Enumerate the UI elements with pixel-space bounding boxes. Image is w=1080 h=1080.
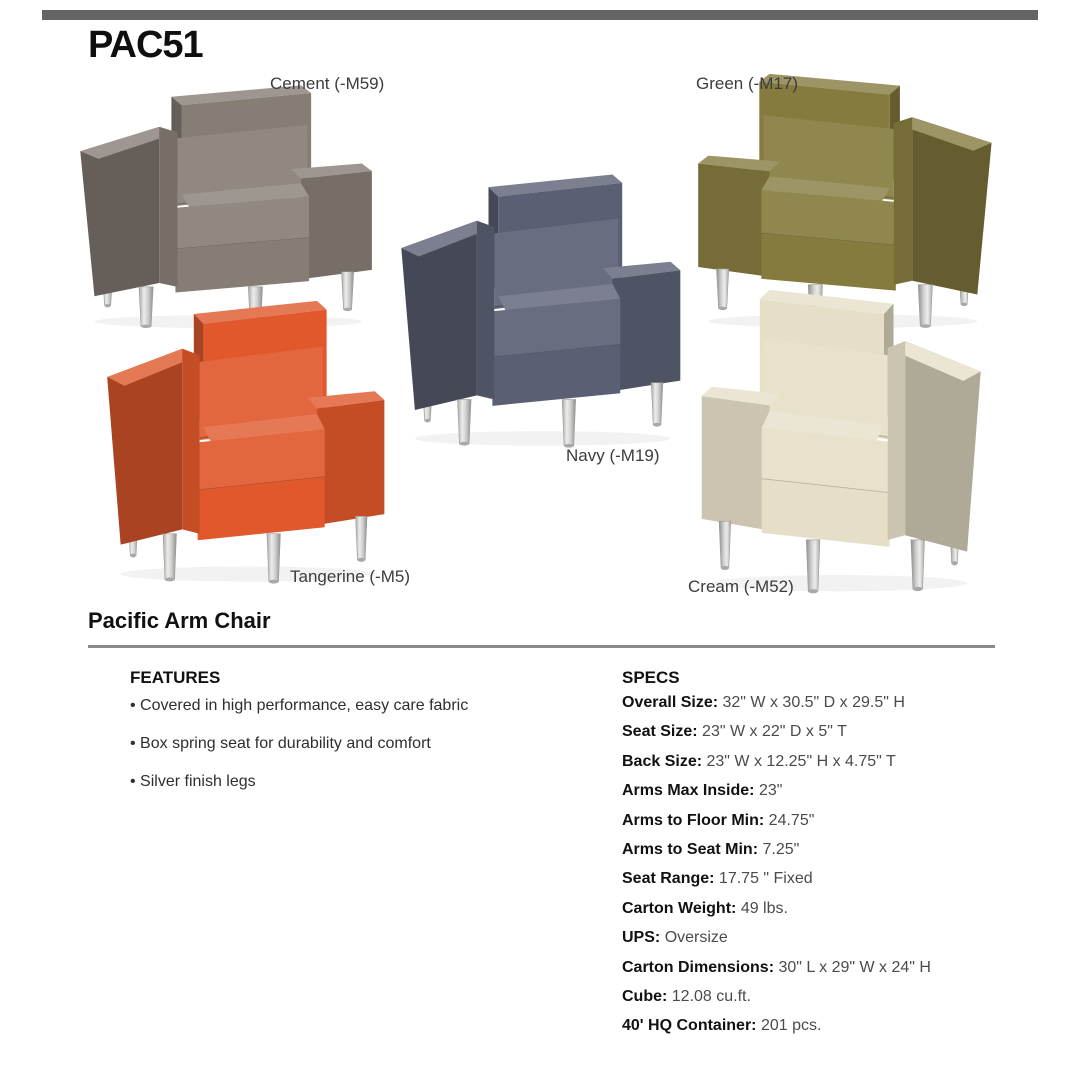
spec-label: Overall Size: <box>622 694 719 711</box>
spec-row <box>622 724 1052 741</box>
spec-value: 30" L x 29" W x 24" H <box>778 958 931 976</box>
spec-value: 49 lbs. <box>740 899 788 917</box>
spec-label: Arms to Seat Min: <box>622 840 759 858</box>
spec-value: 23" W x 12.25" H x 4.75" T <box>706 752 896 770</box>
spec-row <box>622 1018 1052 1035</box>
spec-label: Seat Range: <box>622 870 715 888</box>
chair-image-tangerine <box>86 290 394 586</box>
product-name: Pacific Arm Chair <box>88 608 271 633</box>
swatch-label-green: Green (-M17) <box>696 74 799 93</box>
spec-value: 12.08 cu.ft. <box>671 987 751 1005</box>
spec-row <box>622 901 1052 918</box>
feature-item: • Covered in high performance, easy care fabric <box>130 696 570 715</box>
spec-value: 7.25" <box>762 840 800 858</box>
spec-row <box>622 754 1052 771</box>
chair-image-cream <box>692 278 1002 596</box>
spec-label: Carton Weight: <box>622 899 737 917</box>
spec-row <box>622 930 1052 947</box>
section-divider <box>88 645 995 648</box>
spec-value: 17.75 " Fixed <box>718 870 813 888</box>
feature-item: • Box spring seat for durability and comfort <box>130 734 570 753</box>
spec-row <box>622 842 1052 859</box>
spec-label: Cube: <box>622 987 668 1005</box>
spec-label: Arms to Floor Min: <box>622 811 765 829</box>
feature-item: • Silver finish legs <box>130 772 570 791</box>
spec-label: Seat Size: <box>622 723 698 741</box>
spec-row <box>622 960 1052 977</box>
spec-label: 40' HQ Container: <box>622 1017 757 1035</box>
spec-row <box>622 989 1052 1006</box>
specs-heading: SPECS <box>622 668 680 687</box>
spec-label: UPS: <box>622 929 661 947</box>
product-code: PAC51 <box>88 24 203 66</box>
chair-image-navy <box>380 164 690 450</box>
swatch-label-cream: Cream (-M52) <box>688 577 794 596</box>
swatch-label-navy: Navy (-M19) <box>566 446 660 465</box>
spec-value: Oversize <box>664 929 728 947</box>
swatch-label-tangerine: Tangerine (-M5) <box>290 567 410 586</box>
spec-value: 23" <box>758 782 783 800</box>
spec-row <box>622 783 1052 800</box>
specs-section <box>622 668 1052 1048</box>
swatch-label-cement: Cement (-M59) <box>270 74 385 93</box>
spec-label: Back Size: <box>622 752 703 770</box>
spec-value: 201 pcs. <box>760 1017 822 1035</box>
spec-value: 32" W x 30.5" D x 29.5" H <box>722 694 905 711</box>
spec-label: Arms Max Inside: <box>622 782 755 800</box>
top-accent-bar <box>42 10 1038 20</box>
features-heading: FEATURES <box>130 668 221 687</box>
spec-value: 24.75" <box>768 811 815 829</box>
spec-row <box>622 695 1052 712</box>
features-section <box>130 668 570 811</box>
spec-value: 23" W x 22" D x 5" T <box>702 723 847 741</box>
spec-row <box>622 813 1052 830</box>
spec-label: Carton Dimensions: <box>622 958 775 976</box>
spec-row <box>622 871 1052 888</box>
